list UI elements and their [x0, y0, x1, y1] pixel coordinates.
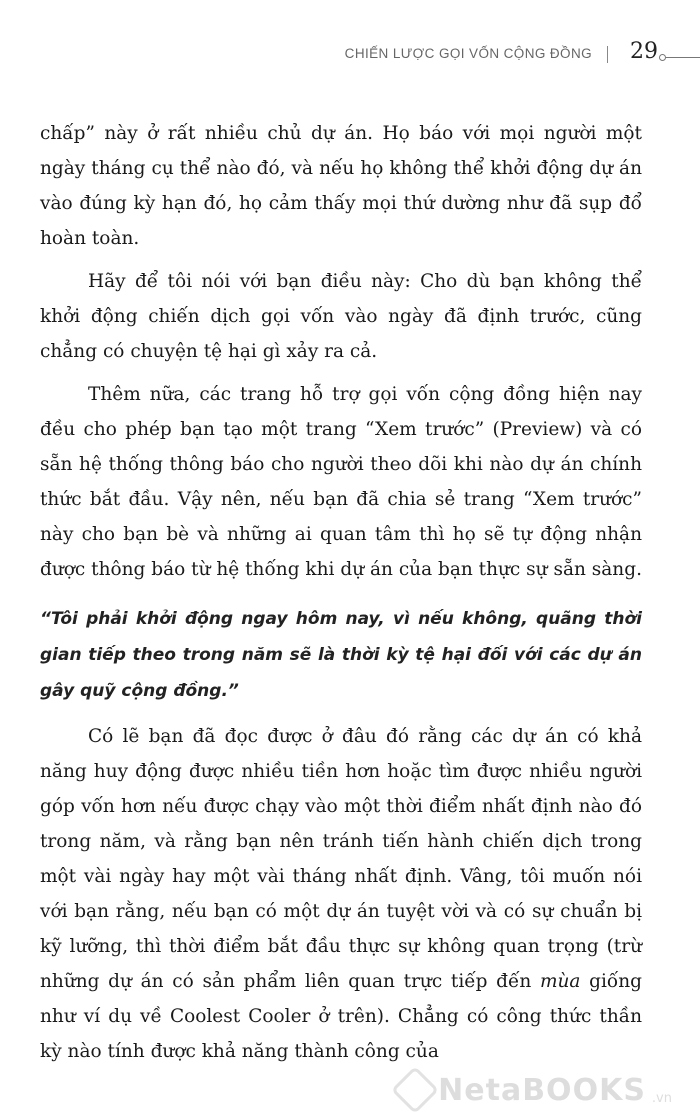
paragraph-text: giống như ví dụ về Coolest Cooler ở trên). Chẳng có công thức thần kỳ nào tính được khả năng thành công của — [40, 971, 642, 1062]
header-rule-dot-icon — [659, 54, 666, 61]
header-rule-line — [666, 57, 700, 58]
emphasis-text: mùa — [539, 971, 581, 992]
paragraph: Thêm nữa, các trang hỗ trợ gọi vốn cộng đồng hiện nay đều cho phép bạn tạo một trang “Xem trước” (Preview) và có sẵn hệ thống thông báo cho người theo dõi khi nào dự án chính thức bắt đầu. Vậy nên, nếu bạn đã chia sẻ trang “Xem trước” này cho bạn bè và những ai quan tâm thì họ sẽ tự động nhận được thông báo từ hệ thống khi dự án của bạn thực sự sẵn sàng. — [40, 384, 642, 580]
watermark-text: NetaBOOKS — [438, 1072, 646, 1108]
watermark-suffix: .vn — [651, 1091, 672, 1106]
watermark — [398, 1070, 672, 1110]
running-title: CHIẾN LƯỢC GỌI VỐN CỘNG ĐỒNG — [344, 46, 592, 61]
paragraph-continued: chấp” này ở rất nhiều chủ dự án. Họ báo với mọi người một ngày tháng cụ thể nào đó, và nếu họ không thể khởi động dự án vào đúng kỳ hạn đó, họ cảm thấy mọi thứ dường như đã sụp đổ hoàn toàn. — [40, 123, 642, 249]
paragraph-text: Có lẽ bạn đã đọc được ở đâu đó rằng các dự án có khả năng huy động được nhiều tiền hơn hoặc tìm được nhiều người góp vốn hơn nếu được chạy vào một thời điểm nhất định nào đó trong năm, và rằng bạn nên tránh tiến hành chiến dịch trong một vài ngày hay một vài tháng nhất định. Vâng, tôi muốn nói với bạn rằng, nếu bạn có một dự án tuyệt vời và có sự chuẩn bị kỹ lưỡng, thì thời điểm bắt đầu thực sự không quan trọng (trừ những dự án có sản phẩm liên quan trực tiếp đến — [40, 726, 642, 992]
page-number: 29 — [630, 39, 658, 64]
header-divider — [607, 46, 608, 63]
page-header — [0, 40, 700, 74]
page-body — [40, 116, 642, 1077]
pull-quote: “Tôi phải khởi động ngay hôm nay, vì nếu không, quãng thời gian tiếp theo trong năm sẽ là thời kỳ tệ hại đối với các dự án gây quỹ cộng đồng.” — [40, 609, 642, 701]
paragraph — [40, 719, 642, 1069]
watermark-logo-icon — [391, 1066, 439, 1114]
paragraph: Hãy để tôi nói với bạn điều này: Cho dù bạn không thể khởi động chiến dịch gọi vốn vào ngày đã định trước, cũng chẳng có chuyện tệ hại gì xảy ra cả. — [40, 271, 642, 362]
